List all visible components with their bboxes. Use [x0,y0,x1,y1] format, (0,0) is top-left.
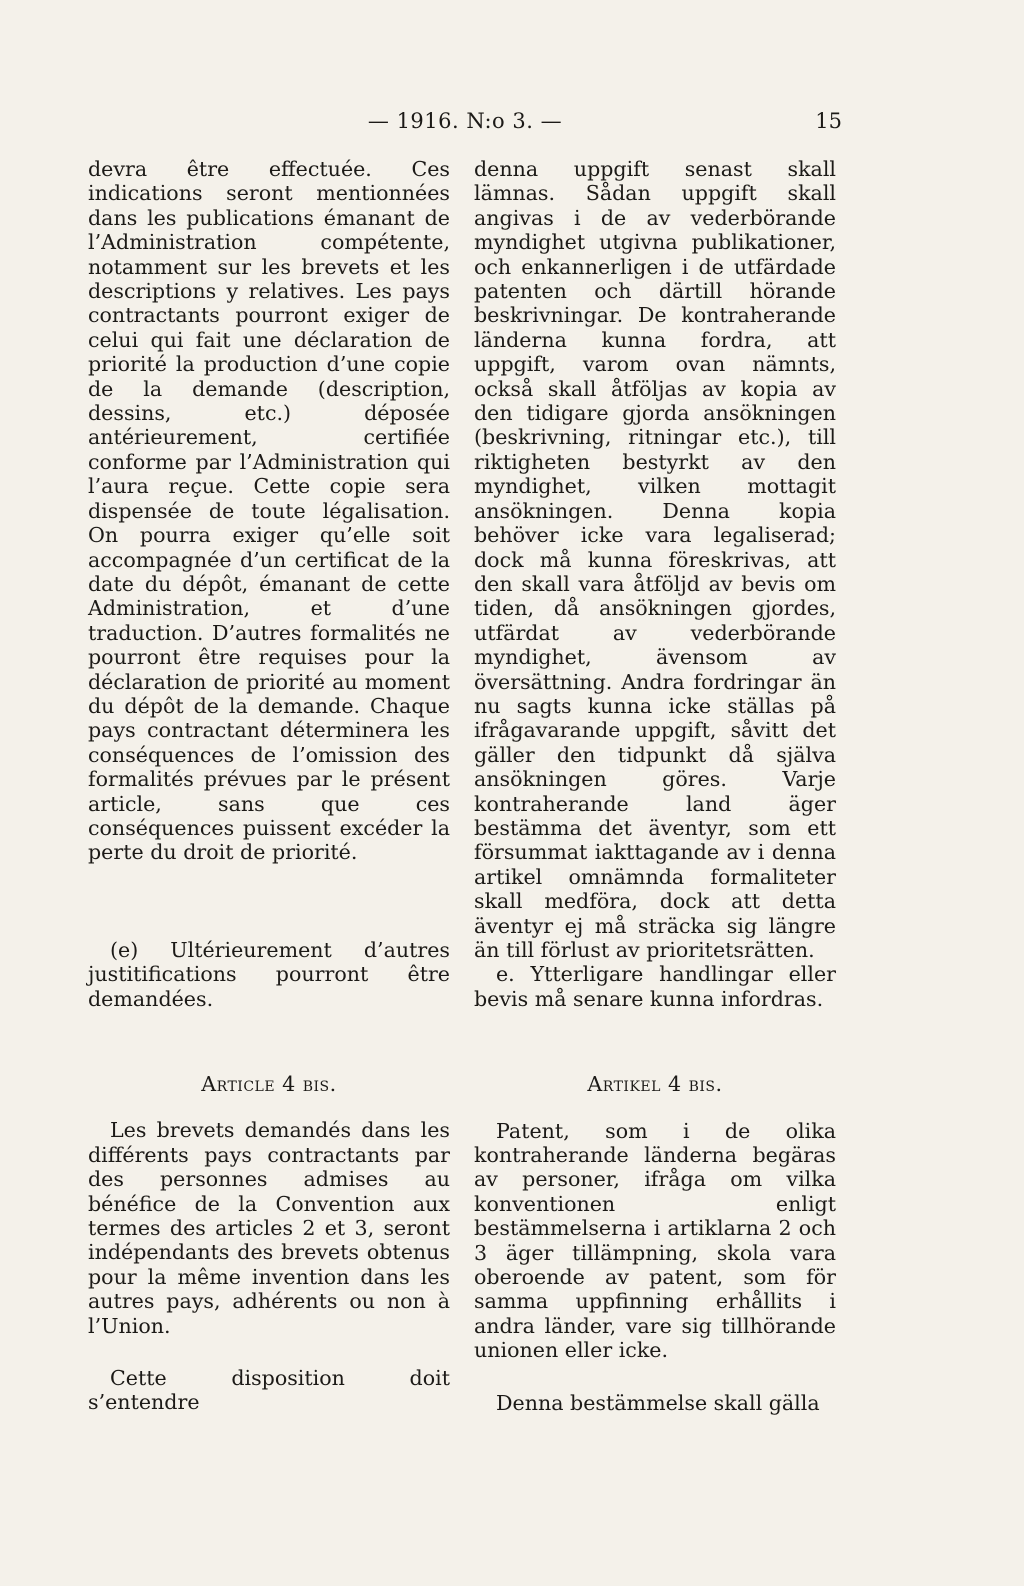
swedish-paragraph-e: e. Ytterligare handlingar eller bevis må senare kunna infordras. [474,962,836,1011]
swedish-paragraph-article-text: Patent, som i de olika kontraherande länderna begäras av personer, ifråga om vilka konventionen enligt bestämmelserna i artiklarna 2 och 3 äger tillämpning, skola vara oberoende av patent, som för samma uppfinning erhållits i andra länder, vare sig tillhörande unionen eller icke. [474,1118,836,1363]
swedish-paragraph-1: denna uppgift senast skall lämnas. Sådan uppgift skall angivas i de av vederbörande myndighet utgivna publikationer, och enkannerligen i de utfärdade patenten och därtill hörande beskrivningar. De kontraherande länderna kunna fordra, att uppgift, varom ovan nämnts, också skall åtföljas av kopia av den tidigare gjorda ansökningen (beskrivning, ritningar etc.), till riktigheten bestyrkt av den myndighet, vilken mottagit ansökningen. Denna kopia behöver icke vara legaliserad; dock må kunna föreskrivas, att den skall vara åtföljd av bevis om tiden, då ansökningen gjordes, utfärdat av vederbörande myndighet, ävensom av översättning. Andra fordringar än nu sagts kunna icke ställas på ifrågavarande uppgift, såvitt det gäller den tidpunkt då själva ansökningen göres. Varje kontraherande land äger bestämma det äventyr, som ett försummat iakttagande av i denna artikel omnämnda formaliteter skall medföra, dock att detta äventyr ej må sträcka sig längre än till förlust av prioritetsrätten. [474,157,836,962]
swedish-article-heading: Artikel 4 bis. [587,1072,723,1097]
swedish-paragraph-continuation: Denna bestämmelse skall gälla [496,1390,820,1415]
french-paragraph-article-text: Les brevets demandés dans les différents pays contractants par des personnes admises au bénéfice de la Convention aux termes des articles 2 et 3, seront indépendants des brevets obtenus pour la même invention dans les autres pays, adhérents ou non à l’Union. [88,1118,450,1338]
french-paragraph-continuation: Cette disposition doit s’entendre [88,1366,450,1415]
swedish-column [474,157,836,1415]
french-paragraph-1: devra être effectuée. Ces indications seront mentionnées dans les publications émanant de l’Administration compétente, notamment sur les brevets et les descriptions y relatives. Les pays contractants pourront exiger de celui qui fait une déclaration de priorité la production d’une copie de la demande (description, dessins, etc.) déposée antérieurement, certifiée conforme par l’Administration qui l’aura reçue. Cette copie sera dispensée de toute légalisation. On pourra exiger qu’elle soit accompagnée d’un certificat de la date du dépôt, émanant de cette Administration, et d’une traduction. D’autres formalités ne pourront être requises pour la déclaration de priorité au moment du dépôt de la demande. Chaque pays contractant déterminera les conséquences de l’omission des formalités prévues par le présent article, sans que ces conséquences puissent excéder la perte du droit de priorité. [88,157,450,865]
page-number: 15 [815,109,842,133]
running-title: — 1916. N:o 3. — [367,109,563,133]
french-paragraph-e: (e) Ultérieurement d’autres justitifications pourront être demandées. [88,937,450,1011]
french-article-heading: Article 4 bis. [201,1072,337,1096]
page-header [88,104,842,138]
french-column [88,157,450,1415]
